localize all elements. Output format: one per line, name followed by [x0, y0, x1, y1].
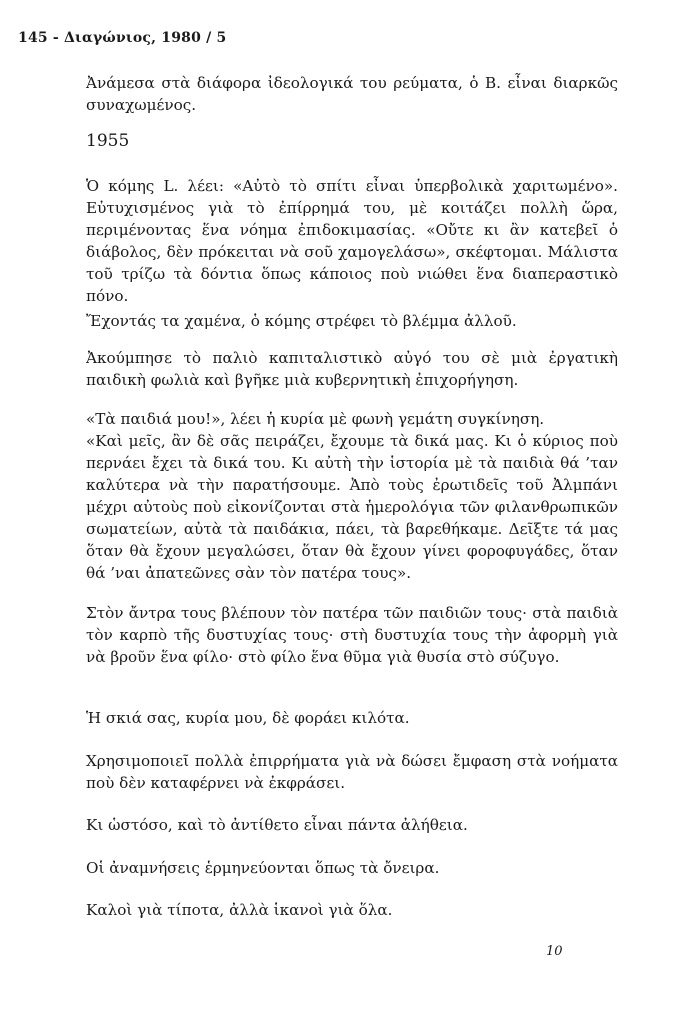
- paragraph-9: Χρησιμοποιεῖ πολλὰ ἐπιρρήματα γιὰ νὰ δώσει ἔμφαση στὰ νοήματα ποὺ δὲν καταφέρνει νὰ ἐκφράσει.: [86, 752, 618, 792]
- paragraph-3: Ἔχοντάς τα χαμένα, ὁ κόμης στρέφει τὸ βλέμμα ἀλλοῦ.: [86, 312, 517, 330]
- paragraph-8: Ἡ σκιά σας, κυρία μου, δὲ φοράει κιλότα.: [86, 709, 410, 727]
- paragraph-1: Ἀνάμεσα στὰ διάφορα ἰδεολογικά του ρεύματα, ὁ Β. εἶναι διαρκῶς συναχωμένος.: [86, 74, 618, 114]
- paragraph-10: Κι ὡστόσο, καὶ τὸ ἀντίθετο εἶναι πάντα ἀλήθεια.: [86, 816, 468, 834]
- paragraph-7: Στὸν ἄντρα τους βλέπουν τὸν πατέρα τῶν παιδιῶν τους· στὰ παιδιὰ τὸν καρπὸ τῆς δυστυχίας τους· στὴ δυστυχία τους τὴν ἀφορμὴ γιὰ νὰ βροῦν ἕνα φίλο· στὸ φίλο ἕνα θῦμα γιὰ θυσία στὸ σύζυγο.: [86, 604, 618, 666]
- paragraph-6: «Καὶ μεῖς, ἂν δὲ σᾶς πειράζει, ἔχουμε τὰ δικά μας. Κι ὁ κύριος ποὺ περνάει ἔχει τὰ δικά του. Κι αὐτὴ τὴν ἱστορία μὲ τὰ παιδιὰ θά ’ταν καλύτερα νὰ τὴν παρατήσουμε. Ἀπὸ τοὺς ἐρωτιδεῖς τοῦ Ἀλμπάνι μέχρι αὐτοὺς ποὺ εἰκονίζονται στὰ ἡμερολόγια τῶν φιλανθρωπικῶν σωματείων, αὐτὰ τὰ παιδάκια, πάει, τὰ βαρεθήκαμε. Δεῖξτε τά μας ὅταν θὰ ἔχουν μεγαλώσει, ὅταν θὰ ἔχουν γίνει φοροφυγάδες, ὅταν θά ’ναι ἀπατεῶνες σὰν τὸν πατέρα τους».: [86, 432, 618, 582]
- paragraph-4: Ἀκούμπησε τὸ παλιὸ καπιταλιστικὸ αὐγό του σὲ μιὰ ἐργατικὴ παιδικὴ φωλιὰ καὶ βγῆκε μιὰ κυβερνητικὴ ἐπιχορήγηση.: [86, 349, 618, 389]
- paragraph-11: Οἱ ἀναμνήσεις ἑρμηνεύονται ὅπως τὰ ὄνειρα.: [86, 859, 440, 877]
- running-header: 145 - Διαγώνιος, 1980 / 5: [18, 30, 227, 46]
- section-year: 1955: [86, 131, 130, 151]
- paragraph-12: Καλοὶ γιὰ τίποτα, ἀλλὰ ἱκανοὶ γιὰ ὅλα.: [86, 901, 393, 919]
- paragraph-5: «Τὰ παιδιά μου!», λέει ἡ κυρία μὲ φωνὴ γεμάτη συγκίνηση.: [86, 410, 545, 428]
- page-number: 10: [546, 944, 563, 959]
- paragraph-2: Ὁ κόμης L. λέει: «Αὐτὸ τὸ σπίτι εἶναι ὑπερβολικὰ χαριτωμένο». Εὐτυχισμένος γιὰ τὸ ἐπίρρημά του, μὲ κοιτάζει πολλὴ ὥρα, περιμένοντας ἕνα νόημα ἐπιδοκιμασίας. «Οὔτε κι ἂν κατεβεῖ ὁ διάβολος, δὲν πρόκειται νὰ σοῦ χαμογελάσω», σκέφτομαι. Μάλιστα τοῦ τρίζω τὰ δόντια ὅπως κάποιος ποὺ νιώθει ἕνα διαπεραστικὸ πόνο.: [86, 177, 618, 305]
